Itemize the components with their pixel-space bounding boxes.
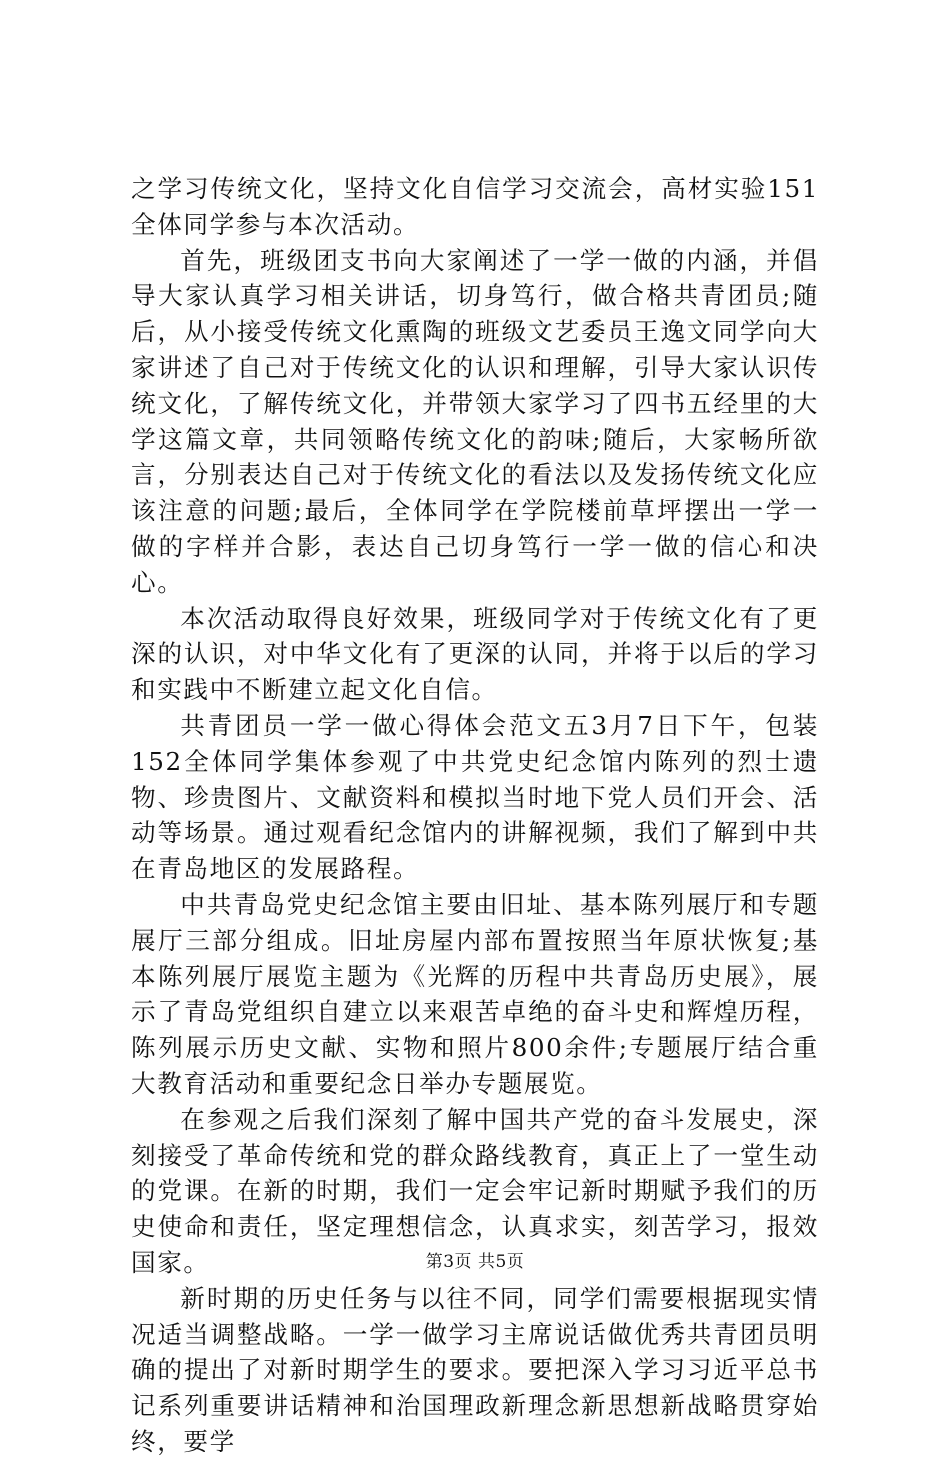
paragraph-7: 新时期的历史任务与以往不同，同学们需要根据现实情况适当调整战略。一学一做学习主席说话做优秀共青团员明确的提出了对新时期学生的要求。要把深入学习习近平总书记系列重要讲话精神和治国理政新理念新思想新战略贯穿始终，要学 — [131, 1283, 819, 1456]
paragraph-3: 本次活动取得良好效果，班级同学对于传统文化有了更深的认识，对中华文化有了更深的认同，并将于以后的学习和实践中不断建立起文化自信。 — [131, 603, 819, 705]
paragraph-6: 在参观之后我们深刻了解中国共产党的奋斗发展史，深刻接受了革命传统和党的群众路线教育，真正上了一堂生动的党课。在新的时期，我们一定会牢记新时期赋予我们的历史使命和责任，坚定理想信念，认真求实，刻苦学习，报效国家。 — [131, 1104, 819, 1277]
page-number-footer: 第3页 共5页 — [425, 1252, 525, 1272]
paragraph-5: 中共青岛党史纪念馆主要由旧址、基本陈列展厅和专题展厅三部分组成。旧址房屋内部布置按照当年原状恢复;基本陈列展厅展览主题为《光辉的历程中共青岛历史展》，展示了青岛党组织自建立以来艰苦卓绝的奋斗史和辉煌历程，陈列展示历史文献、实物和照片800余件;专题展厅结合重大教育活动和重要纪念日举办专题展览。 — [131, 889, 819, 1098]
paragraph-4: 共青团员一学一做心得体会范文五3月7日下午，包装152全体同学集体参观了中共党史纪念馆内陈列的烈士遗物、珍贵图片、文献资料和模拟当时地下党人员们开会、活动等场景。通过观看纪念馆内的讲解视频，我们了解到中共在青岛地区的发展路程。 — [131, 710, 819, 884]
paragraph-2: 首先，班级团支书向大家阐述了一学一做的内涵，并倡导大家认真学习相关讲话，切身笃行，做合格共青团员;随后，从小接受传统文化熏陶的班级文艺委员王逸文同学向大家讲述了自己对于传统文化的认识和理解，引导大家认识传统文化，了解传统文化，并带领大家学习了四书五经里的大学这篇文章，共同领略传统文化的韵味;随后，大家畅所欲言，分别表达自己对于传统文化的看法以及发扬传统文化应该注意的问题;最后，全体同学在学院楼前草坪摆出一学一做的字样并合影，表达自己切身笃行一学一做的信心和决心。 — [131, 245, 819, 597]
paragraph-1: 之学习传统文化，坚持文化自信学习交流会，高材实验151全体同学参与本次活动。 — [131, 174, 819, 239]
